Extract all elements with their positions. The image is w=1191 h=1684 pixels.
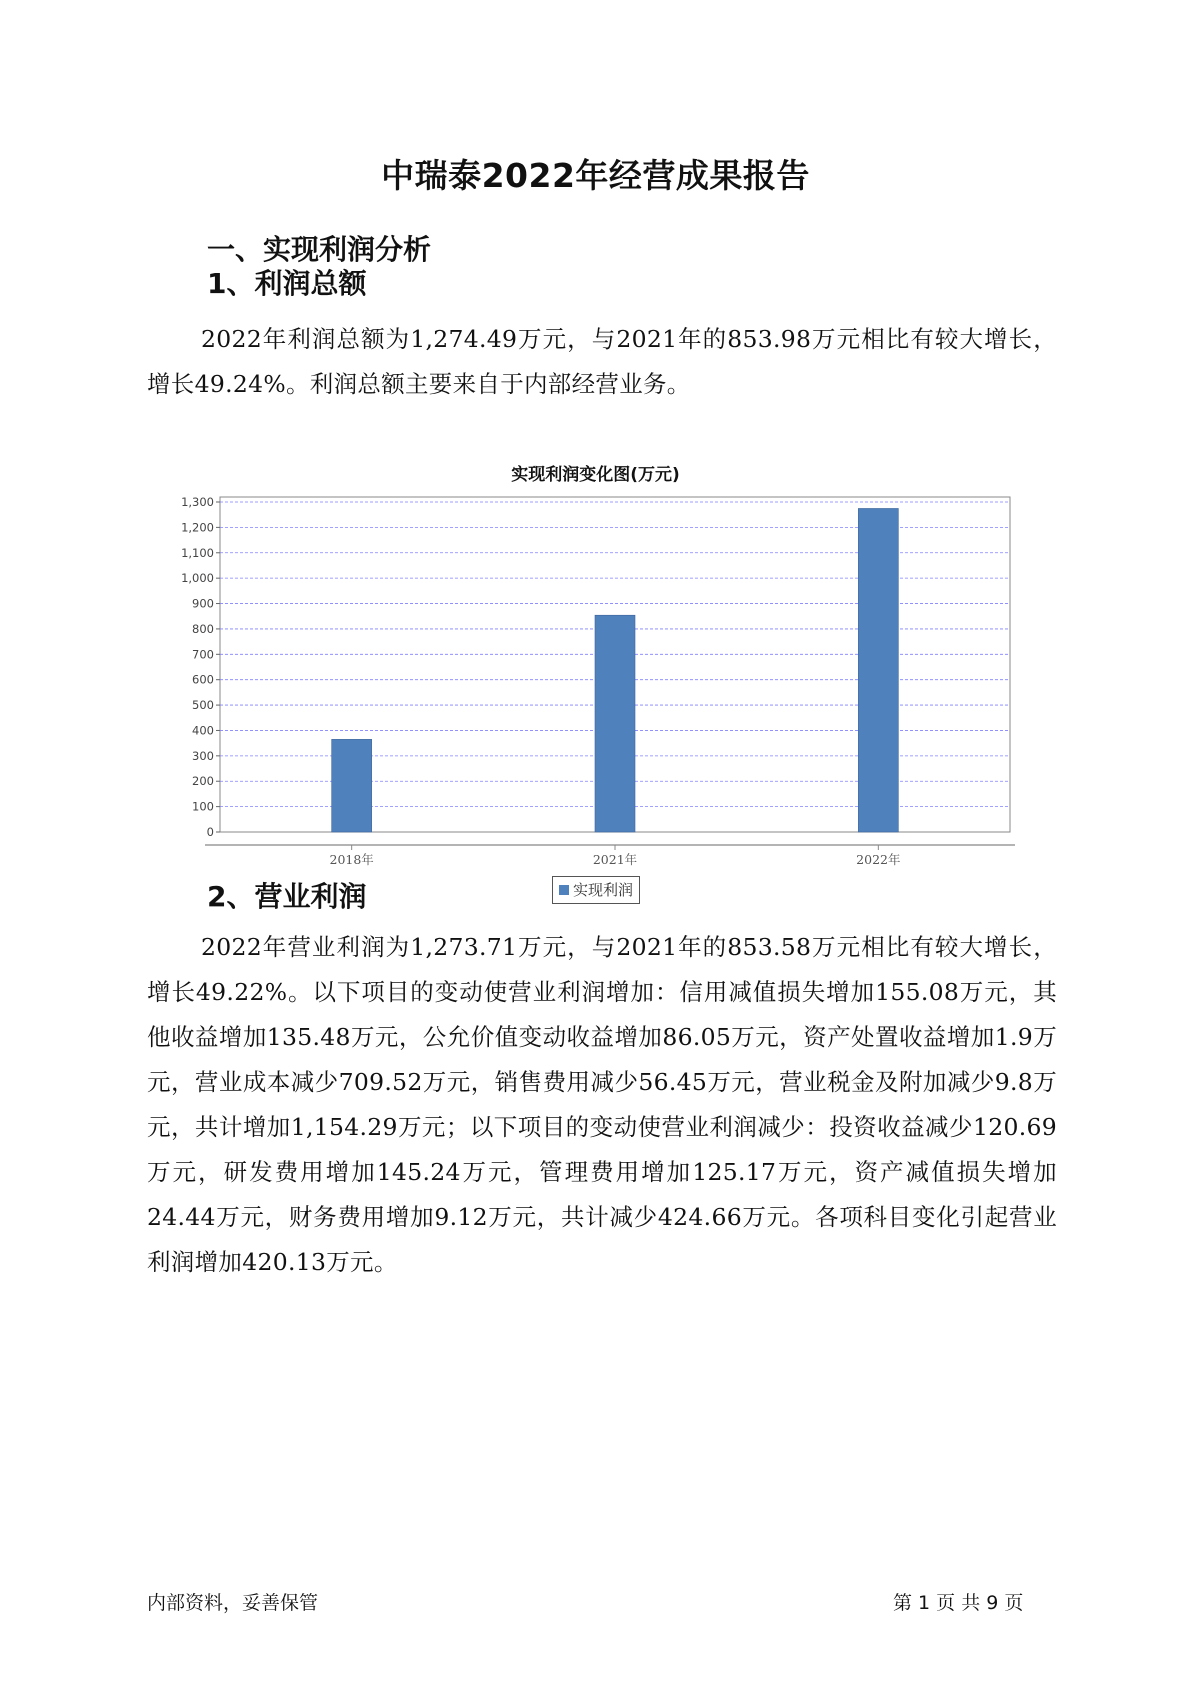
page-title: 中瑞泰2022年经营成果报告 — [381, 156, 810, 195]
y-tick-label: 500 — [192, 698, 214, 713]
y-tick-label: 700 — [192, 647, 214, 662]
bar — [595, 615, 635, 832]
y-tick-label: 1,000 — [181, 571, 214, 586]
footer-confidential-note: 内部资料，妥善保管 — [147, 1592, 319, 1614]
y-tick-label: 100 — [192, 799, 214, 814]
paragraph-operating-profit: 2022年营业利润为1,273.71万元，与2021年的853.58万元相比有较大增长，增长49.22%。以下项目的变动使营业利润增加：信用减值损失增加155.08万元，其他收益增加135.48万元，公允价值变动收益增加86.05万元，资产处置收益增加1.9万元，营业成本减少709.52万元，销售费用减少56.45万元，营业税金及附加减少9.8万元，共计增加1,154.29万元；以下项目的变动使营业利润减少：投资收益减少120.69万元，研发费用增加145.24万元，管理费用增加125.17万元，资产减值损失增加24.44万元，财务费用增加9.12万元，共计减少424.66万元。各项科目变化引起营业利润增加420.13万元。 — [147, 933, 1057, 1276]
paragraph-total-profit: 2022年利润总额为1,274.49万元，与2021年的853.98万元相比有较大增长，增长49.24%。利润总额主要来自于内部经营业务。 — [147, 325, 1057, 398]
y-tick-label: 200 — [192, 774, 214, 789]
section-heading-profit-analysis: 一、实现利润分析 — [207, 233, 432, 266]
bar — [332, 739, 372, 832]
y-tick-label: 1,300 — [181, 495, 214, 509]
x-tick-label: 2022年 — [856, 852, 901, 867]
chart-legend — [552, 876, 640, 904]
y-tick-label: 400 — [192, 723, 214, 738]
subheading-total-profit: 1、利润总额 — [207, 267, 367, 300]
chart-title: 实现利润变化图(万元) — [511, 465, 680, 485]
legend-label: 实现利润 — [573, 881, 634, 899]
profit-bar-chart — [150, 490, 1030, 875]
footer-page-number: 第 1 页 共 9 页 — [893, 1592, 1024, 1614]
legend-swatch — [559, 885, 569, 895]
y-tick-label: 0 — [206, 825, 214, 839]
y-tick-label: 600 — [192, 672, 214, 687]
y-tick-label: 900 — [192, 596, 214, 611]
y-tick-label: 300 — [192, 748, 214, 763]
y-tick-label: 800 — [192, 621, 214, 636]
y-tick-label: 1,100 — [181, 545, 214, 560]
bar — [858, 508, 898, 832]
subheading-operating-profit: 2、营业利润 — [207, 880, 367, 913]
x-tick-label: 2021年 — [592, 852, 638, 867]
y-tick-label: 1,200 — [181, 520, 214, 535]
x-tick-label: 2018年 — [329, 852, 374, 867]
